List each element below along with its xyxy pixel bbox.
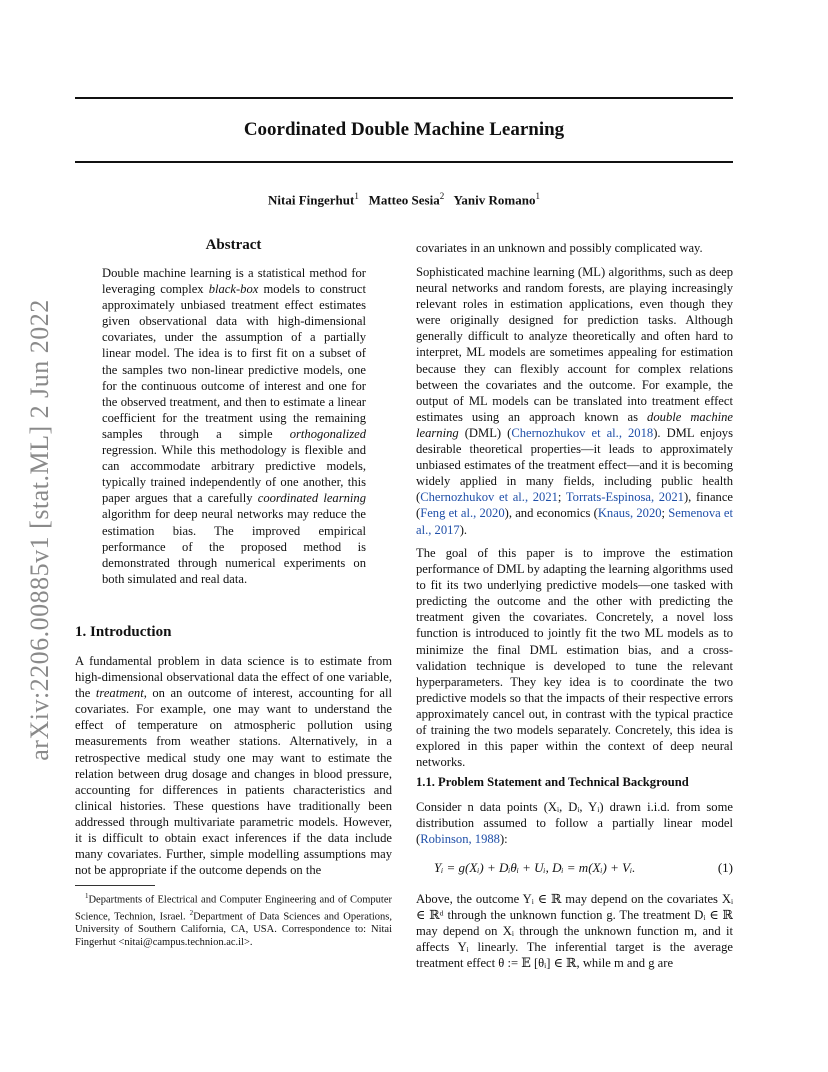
citation-link[interactable]: Feng et al., 2020 <box>420 506 505 521</box>
emphasis: coordinated learning <box>257 491 367 506</box>
text-run: , on an outcome of interest, accounting for all covariates. For example, one may want to understand the effect of temperature on atmospheric pollution using measurements from weather stations. Alternatively, in a retrospective medical study one may want to estimate the relation between drug dosage and changes in blood pressure, accounting for differences in patients characteristics and clinical histories. These questions have traditionally been addressed through multivariate parametric models. However, it is difficult to obtain exact inferences if the data include many covariates. Further, simple modelling assumptions may not be appropriate if the outcome depends on the <box>75 686 392 878</box>
text-run: ), finance ( <box>416 490 734 521</box>
abstract-heading: Abstract <box>205 237 262 253</box>
emphasis: double machine learning <box>416 409 733 440</box>
author-name: Nitai Fingerhut <box>268 192 355 208</box>
right-col-continuation: covariates in an unknown and possibly complicated way. <box>416 241 703 255</box>
text-run: Department of Data Sciences and Operations, University of Southern California, CA, USA. Correspondence to: Nitai Fingerhut <nitai@campus.technion.ac.il>. <box>75 911 392 949</box>
abstract-text <box>102 265 366 587</box>
text-run: ), and economics ( <box>504 506 598 521</box>
author-list <box>75 191 733 208</box>
section-heading-introduction: 1. Introduction <box>75 624 172 640</box>
text-run: A fundamental problem in data science is to estimate from high-dimensional observational data the effect of one variable, the <box>75 654 392 701</box>
citation-link[interactable]: Torrats-Espinosa, 2021 <box>565 490 684 505</box>
text-run: ; <box>661 506 669 521</box>
subsection-heading-problem-statement: 1.1. Problem Statement and Technical Background <box>416 775 689 789</box>
emphasis: orthogonalized <box>289 426 366 441</box>
footnote-mark: 2 <box>189 908 194 917</box>
equation-number: (1) <box>717 860 733 875</box>
citation-link[interactable]: Semenova et al., 2017 <box>416 506 733 537</box>
equation-body: Yᵢ = g(Xᵢ) + Dᵢθᵢ + Uᵢ, Dᵢ = m(Xᵢ) + Vᵢ. <box>434 860 636 875</box>
text-run: regression. While this methodology is flexible and can accommodate arbitrary predictive models, typically trained independently of one another, this paper argues that a carefully <box>102 443 366 506</box>
footnote-rule <box>75 885 155 886</box>
paragraph-ml-algorithms <box>416 264 733 538</box>
author-name: Matteo Sesia <box>368 192 440 208</box>
top-rule <box>75 97 733 99</box>
affiliation-mark: 2 <box>439 191 445 201</box>
citation-link[interactable]: Chernozhukov et al., 2021 <box>420 490 558 505</box>
text-run: ; <box>557 490 566 505</box>
title-rule <box>75 161 733 163</box>
text-run: Consider n data points (Xᵢ, Dᵢ, Yᵢ) drawn i.i.d. from some distribution assumed to follow a partially linear model ( <box>416 800 733 847</box>
text-run: ). DML enjoys desirable theoretical properties—it leads to approximately unbiased estimates of the treatment effect—and it is becoming widely applied in many fields, including public health ( <box>416 425 733 505</box>
emphasis: treatment <box>95 686 144 701</box>
paragraph-consider <box>416 799 733 847</box>
author-name: Yaniv Romano <box>453 192 536 208</box>
introduction-text <box>75 653 392 878</box>
text-run: Double machine learning is a statistical method for leveraging complex <box>102 266 366 297</box>
paragraph-above: Above, the outcome Yᵢ ∈ ℝ may depend on the covariates Xᵢ ∈ ℝᵈ through the unknown function g. The treatment Dᵢ ∈ ℝ may depend on Xᵢ through the unknown function m, and it affects Yᵢ linearly. The inferential target is the average treatment effect θ := 𝔼 [θᵢ] ∈ ℝ, while m and g are <box>416 892 733 971</box>
affiliation-mark: 1 <box>354 191 359 201</box>
citation-link[interactable]: Chernozhukov et al., 2018 <box>511 425 654 440</box>
text-run: ): <box>499 832 508 847</box>
text-run: Sophisticated machine learning (ML) algorithms, such as deep neural networks and random forests, are playing increasingly relevant roles in estimation applications, even though they were originally designed for prediction tasks. Although generally difficult to analyze theoretically and often hard to interpret, ML models are sometimes appealing for estimation because they can flexibly account for complex relations between the covariates and the outcome. For example, the output of ML models can be translated into treatment effect estimates using an approach known as <box>416 265 733 424</box>
emphasis: black-box <box>208 282 259 297</box>
citation-link[interactable]: Knaus, 2020 <box>597 506 662 521</box>
footnote-mark: 1 <box>84 892 89 900</box>
affiliation-mark: 1 <box>535 191 540 201</box>
text-run: (DML) ( <box>458 425 512 440</box>
text-run: algorithm for deep neural networks may reduce the estimation bias. The improved empirical performance of the proposed method is demonstrated through numerical experiments on both simulated and real data. <box>102 507 366 586</box>
paragraph-goal: The goal of this paper is to improve the estimation performance of DML by adapting the learning algorithms used to fit its two underlying predictive models—one tasked with predicting the outcome and the other with predicting the treatment given the covariates. Concretely, a novel loss function is introduced to jointly fit the two ML models as to minimize the final DML estimation bias, and a cross-validation technique is developed to tune the relevant hyperparameters. They key idea is to coordinate the two predictive models so that the impacts of their respective errors approximately cancel out, in contrast with the typical practice of training the two models separately. Concretely, this idea is explored in this paper within the context of deep neural networks. <box>416 546 733 770</box>
paper-title: Coordinated Double Machine Learning <box>243 119 565 140</box>
footnote <box>75 890 392 949</box>
text-run: models to construct approximately unbiased treatment effect estimates given observational data with high-dimensional covariates, under the assumption of a partially linear model. The idea is to first fit on a subset of the samples two non-linear predictive models, one for the continuous outcome of interest and one for the observed treatment, and then to estimate a linear coefficient for the treatment using the remaining samples through a simple <box>102 282 366 441</box>
citation-link[interactable]: Robinson, 1988 <box>420 832 500 847</box>
text-run: Departments of Electrical and Computer Engineering and of Computer Science, Technion, Israel. <box>75 894 393 923</box>
text-run: ). <box>459 522 468 537</box>
arxiv-side-label: arXiv:2206.00885v1 [stat.ML] 2 Jun 2022 <box>25 299 54 761</box>
